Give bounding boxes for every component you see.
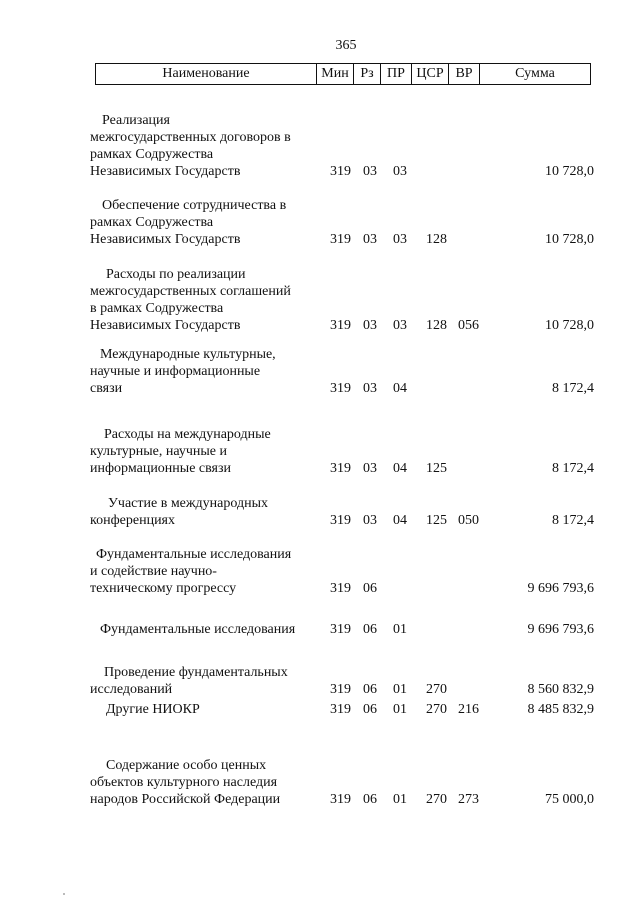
cell-csr: 128 [426,318,447,333]
cell-pr: 01 [393,792,407,807]
cell-sum: 8 560 832,9 [527,682,594,697]
row-name-line: межгосударственных договоров в [90,130,291,145]
cell-rz: 06 [363,702,377,717]
row-name [90,546,330,597]
cell-pr: 03 [393,164,407,179]
cell-csr: 125 [426,513,447,528]
cell-sum: 9 696 793,6 [527,622,594,637]
row-name-line: Независимых Государств [90,164,241,179]
row-name-line: рамках Содружества [90,147,214,162]
cell-csr: 128 [426,232,447,247]
cell-min: 319 [330,581,351,596]
row-name-line: Проведение фундаментальных [104,665,288,680]
cell-sum: 10 728,0 [545,164,594,179]
cell-vr: 050 [458,513,479,528]
row-name-line: и содействие научно- [90,564,217,579]
row-name-line: Участие в международных [108,496,269,511]
row-name-line: народов Российской Федерации [90,792,281,807]
cell-sum: 10 728,0 [545,232,594,247]
row-name [90,701,330,718]
header-name: Наименование [96,64,317,85]
row-name-line: объектов культурного наследия [90,775,278,790]
cell-rz: 03 [363,318,377,333]
cell-min: 319 [330,381,351,396]
row-name [90,112,330,180]
row-name-line: культурные, научные и [90,444,228,459]
cell-rz: 03 [363,381,377,396]
cell-sum: 8 172,4 [552,461,594,476]
row-name [90,426,330,477]
row-name-line: Содержание особо ценных [106,758,267,773]
cell-pr: 03 [393,318,407,333]
page-number: 365 [335,38,357,53]
cell-min: 319 [330,232,351,247]
cell-pr: 04 [393,461,407,476]
row-name-line: научные и информационные [90,364,261,379]
cell-sum: 10 728,0 [545,318,594,333]
cell-sum: 8 172,4 [552,381,594,396]
cell-sum: 75 000,0 [545,792,594,807]
cell-min: 319 [330,461,351,476]
cell-min: 319 [330,702,351,717]
cell-rz: 03 [363,513,377,528]
row-name [90,664,330,698]
row-name [90,346,330,397]
row-name-line: в рамках Содружества [90,301,224,316]
cell-pr: 03 [393,232,407,247]
cell-pr: 04 [393,513,407,528]
cell-pr: 01 [393,622,407,637]
cell-sum: 9 696 793,6 [527,581,594,596]
row-name-line: исследований [90,682,173,697]
row-name [90,266,330,334]
cell-rz: 06 [363,682,377,697]
cell-rz: 06 [363,792,377,807]
row-name-line: Расходы на международные [104,427,271,442]
row-name-line: Независимых Государств [90,318,241,333]
cell-vr: 056 [458,318,479,333]
header-sum: Сумма [480,64,591,85]
cell-csr: 125 [426,461,447,476]
row-name [90,621,330,638]
cell-vr: 273 [458,792,479,807]
row-name [90,757,330,808]
row-name-line: информационные связи [90,461,232,476]
header-csr: ЦСР [412,64,449,85]
cell-csr: 270 [426,682,447,697]
row-name-line: Фундаментальные исследования [100,622,296,637]
cell-rz: 06 [363,581,377,596]
cell-min: 319 [330,513,351,528]
header-pr: ПР [381,64,412,85]
row-name [90,495,330,529]
row-name-line: Международные культурные, [100,347,276,362]
cell-rz: 03 [363,232,377,247]
cell-min: 319 [330,682,351,697]
cell-rz: 03 [363,164,377,179]
cell-sum: 8 485 832,9 [527,702,594,717]
row-name-line: Реализация [102,113,170,128]
cell-sum: 8 172,4 [552,513,594,528]
row-name-line: Обеспечение сотрудничества в [102,198,287,213]
header-vr: ВР [449,64,480,85]
row-name-line: Расходы по реализации [106,267,246,282]
header-min: Мин [317,64,354,85]
cell-min: 319 [330,318,351,333]
table-header [95,63,591,85]
row-name [90,197,330,248]
row-name-line: рамках Содружества [90,215,214,230]
cell-csr: 270 [426,702,447,717]
cell-rz: 06 [363,622,377,637]
row-name-line: Независимых Государств [90,232,241,247]
cell-rz: 03 [363,461,377,476]
header-rz: Рз [354,64,381,85]
row-name-line: техническому прогрессу [90,581,237,596]
cell-csr: 270 [426,792,447,807]
row-name-line: межгосударственных соглашений [90,284,291,299]
cell-pr: 01 [393,682,407,697]
row-name-line: Фундаментальные исследования [96,547,292,562]
cell-min: 319 [330,622,351,637]
cell-min: 319 [330,792,351,807]
cell-min: 319 [330,164,351,179]
scan-speck [63,893,65,895]
cell-vr: 216 [458,702,479,717]
cell-pr: 01 [393,702,407,717]
row-name-line: связи [90,381,123,396]
cell-pr: 04 [393,381,407,396]
row-name-line: Другие НИОКР [106,702,200,717]
row-name-line: конференциях [90,513,175,528]
